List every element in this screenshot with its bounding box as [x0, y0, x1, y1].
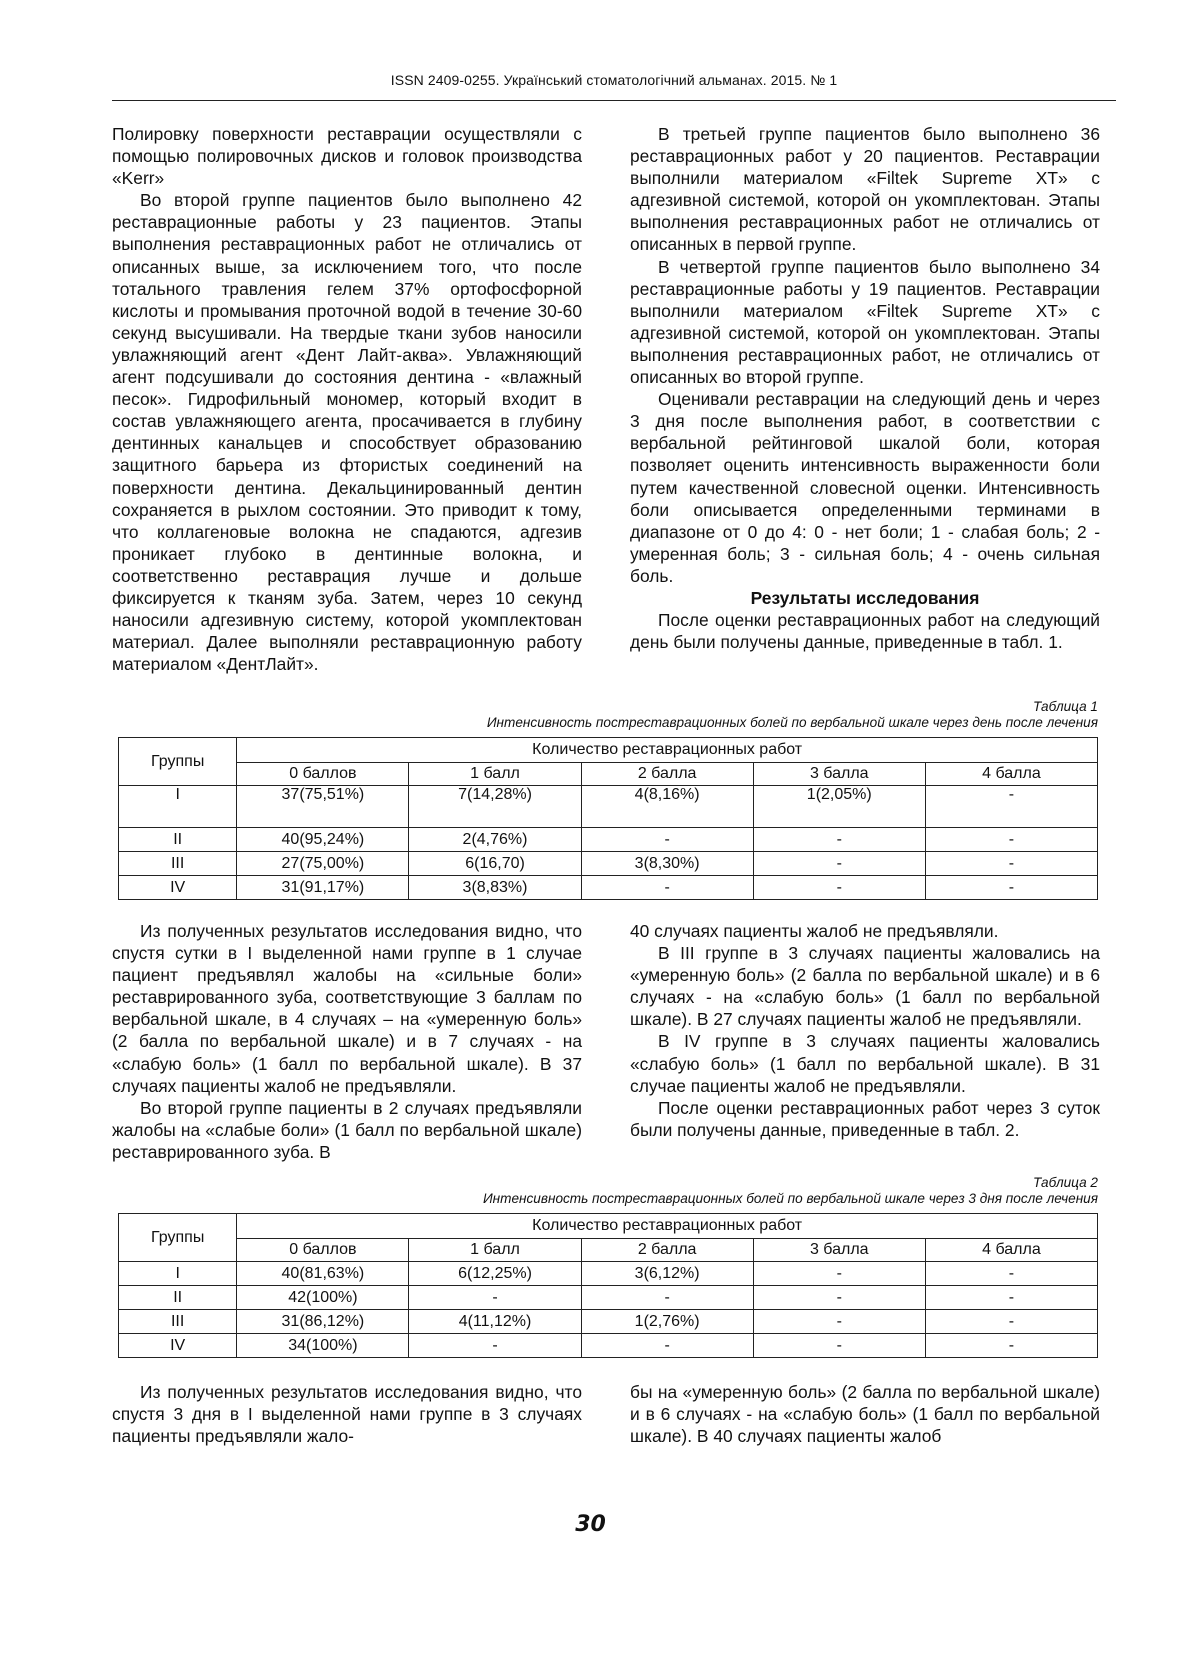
table-cell: - — [925, 828, 1097, 852]
score-column-header: 1 балл — [409, 763, 581, 786]
paragraph: бы на «умеренную боль» (2 балла по вербальной шкале) и в 6 случаях - на «слабую боль» (1 балл по вербальной шкале). В 40 случаях пациенты жалоб — [630, 1382, 1100, 1447]
table-row — [119, 852, 1098, 876]
table-cell: 31(91,17%) — [237, 876, 409, 900]
column-left-bottom — [112, 1381, 582, 1447]
table-header-row — [119, 763, 1098, 786]
table-cell: - — [925, 1334, 1097, 1358]
table-cell: 7(14,28%) — [409, 786, 581, 828]
group-cell: IV — [119, 1334, 237, 1358]
table-cell: - — [581, 1334, 753, 1358]
table-cell: - — [753, 852, 925, 876]
table-cell: 1(2,76%) — [581, 1310, 753, 1334]
column-right-middle — [630, 920, 1100, 1141]
section-heading: Результаты исследования — [750, 587, 980, 608]
score-column-header: 3 балла — [753, 1239, 925, 1262]
group-cell: II — [119, 1286, 237, 1310]
table-row — [119, 1286, 1098, 1310]
score-column-header: 4 балла — [925, 763, 1097, 786]
score-column-header: 2 балла — [581, 763, 753, 786]
table-cell: 3(8,83%) — [409, 876, 581, 900]
table-cell: - — [925, 1286, 1097, 1310]
table-cell: 27(75,00%) — [237, 852, 409, 876]
table-cell: 42(100%) — [237, 1286, 409, 1310]
score-column-header: 3 балла — [753, 763, 925, 786]
paragraph: В III группе в 3 случаях пациенты жаловались на «умеренную боль» (2 балла по вербальной шкале) и в 6 случаях - на «слабую боль» (1 балл по вербальной шкале). В 27 случаях пациенты жалоб не предъявляли. — [630, 943, 1100, 1030]
table-cell: 34(100%) — [237, 1334, 409, 1358]
paragraph: 40 случаях пациенты жалоб не предъявляли. — [630, 921, 999, 941]
table-row — [119, 1334, 1098, 1358]
table-cell: 1(2,05%) — [753, 786, 925, 828]
table-cell: - — [925, 1310, 1097, 1334]
table-cell: 3(8,30%) — [581, 852, 753, 876]
table-row — [119, 1310, 1098, 1334]
paragraph: Оценивали реставрации на следующий день и через 3 дня после выполнения работ, в соответствии с вербальной рейтинговой шкалой боли, которая позволяет оценить интенсивность выраженности боли путем качественной словесной оценки. Интенсивность боли описывается определенными терминами в диапазоне от 0 до 4: 0 - нет боли; 1 - слабая боль; 2 - умеренная боль; 3 - сильная боль; 4 - очень сильная боль. — [630, 389, 1100, 586]
paragraph: После оценки реставрационных работ на следующий день были получены данные, приведенные в табл. 1. — [630, 610, 1100, 653]
paragraph: Во второй группе пациентов было выполнено 42 реставрационные работы у 23 пациентов. Этапы выполнения реставрационных работ не отличались от описанных выше, за исключением того, что после тотального травления гелем 37% ортофосфорной кислоты и промывания проточной водой в течение 30-60 секунд высушивали. На твердые ткани зубов наносили увлажняющий агент «Дент Лайт-аква». Увлажняющий агент подсушивали до состояния дентина - «влажный песок». Гидрофильный мономер, который входит в состав увлажняющего агента, просачивается в глубину дентинных канальцев и способствует образованию защитного барьера из фтористых соединений на поверхности дентина. Декальцинированный дентин сохраняется в рыхлом состоянии. Это приводит к тому, что коллагеновые волокна не спадаются, адгезив проникает глубоко в дентинные волокна, и соответственно реставрация лучше и дольше фиксируется к тканям зуба. Затем, через 10 секунд наносили адгезивную систему, которой укомплектован материал. Далее выполняли реставрационную работу материалом «ДентЛайт». — [112, 190, 582, 675]
paragraph: Полировку поверхности реставрации осуществляли с помощью полировочных дисков и головок производства «Kerr» — [112, 124, 582, 189]
table-cell: 37(75,51%) — [237, 786, 409, 828]
table-header-row — [119, 1214, 1098, 1239]
table-header-row — [119, 1239, 1098, 1262]
table-cell: 40(95,24%) — [237, 828, 409, 852]
table1-label: Таблица 1 — [1033, 699, 1098, 714]
paragraph: Во второй группе пациенты в 2 случаях предъявляли жалобы на «слабые боли» (1 балл по вербальной шкале) реставрированного зуба. В — [112, 1097, 582, 1162]
count-column-header: Количество реставрационных работ — [237, 1214, 1098, 1239]
table-cell: - — [581, 876, 753, 900]
table-cell: 4(11,12%) — [409, 1310, 581, 1334]
group-cell: II — [119, 828, 237, 852]
group-cell: III — [119, 1310, 237, 1334]
table-row — [119, 1262, 1098, 1286]
table-cell: - — [753, 1286, 925, 1310]
table2-caption: Интенсивность постреставрационных болей по вербальной шкале через 3 дня после лечения — [482, 1191, 1098, 1206]
column-right-bottom — [630, 1381, 1100, 1447]
score-column-header: 4 балла — [925, 1239, 1097, 1262]
group-cell: I — [119, 786, 237, 828]
paragraph: В четвертой группе пациентов было выполнено 34 реставрационные работы у 19 пациентов. Реставрации выполнили материалом «Filtek Supreme XT» с адгезивной системой, которой он укомплектован. Этапы выполнения реставрационных работ, не отличались от описанных во второй группе. — [630, 256, 1100, 388]
paragraph: Из полученных результатов исследования видно, что спустя сутки в I выделенной нами группе в 1 случае пациент предъявлял жалобы на «сильные боли» реставрированного зуба, соответствующие 3 баллам по вербальной шкале, в 4 случаях – на «умеренную боль» (2 балла по вербальной шкале) и в 7 случаях - на «слабую боль» (1 балл по вербальной шкале). В 37 случаях пациенты жалоб не предъявляли. — [112, 921, 582, 1096]
column-right-top — [630, 123, 1100, 653]
table-cell: - — [925, 786, 1097, 828]
table-cell: 6(12,25%) — [409, 1262, 581, 1286]
table1-caption: Интенсивность постреставрационных болей по вербальной шкале через день после лечения — [486, 715, 1098, 730]
table2-label: Таблица 2 — [1033, 1175, 1098, 1190]
table-cell: - — [409, 1334, 581, 1358]
header-divider — [112, 100, 1116, 101]
table-cell: - — [753, 1310, 925, 1334]
paragraph: В IV группе в 3 случаях пациенты жаловались «слабую боль» (1 балл по вербальной шкале). В 31 случае пациенты жалоб не предъявляли. — [630, 1031, 1100, 1096]
table-cell: 6(16,70) — [409, 852, 581, 876]
score-column-header: 0 баллов — [237, 1239, 409, 1262]
table-cell: 3(6,12%) — [581, 1262, 753, 1286]
table-cell: - — [753, 828, 925, 852]
table-cell: 4(8,16%) — [581, 786, 753, 828]
column-left-top — [112, 123, 582, 675]
group-cell: III — [119, 852, 237, 876]
table-row — [119, 828, 1098, 852]
table-cell: 40(81,63%) — [237, 1262, 409, 1286]
table-cell: - — [925, 876, 1097, 900]
table-cell: - — [581, 828, 753, 852]
table-cell: - — [925, 1262, 1097, 1286]
table-cell: - — [753, 1262, 925, 1286]
group-cell: IV — [119, 876, 237, 900]
table-cell: - — [753, 1334, 925, 1358]
table-row — [119, 786, 1098, 828]
group-column-header: Группы — [119, 738, 237, 786]
group-cell: I — [119, 1262, 237, 1286]
table-cell: - — [925, 852, 1097, 876]
table-row — [119, 876, 1098, 900]
table-header-row — [119, 738, 1098, 763]
table1 — [118, 737, 1098, 900]
table-cell: - — [581, 1286, 753, 1310]
table-cell: - — [753, 876, 925, 900]
score-column-header: 2 балла — [581, 1239, 753, 1262]
table2 — [118, 1213, 1098, 1358]
score-column-header: 0 баллов — [237, 763, 409, 786]
score-column-header: 1 балл — [409, 1239, 581, 1262]
paragraph: Из полученных результатов исследования видно, что спустя 3 дня в I выделенной нами группе в 3 случаях пациенты предъявляли жало- — [112, 1382, 582, 1447]
page-number: 30 — [575, 1512, 606, 1537]
paragraph: В третьей группе пациентов было выполнено 36 реставрационных работ у 20 пациентов. Реставрации выполнили материалом «Filtek Supreme XT» с адгезивной системой, которой он укомплектован. Этапы выполнения реставрационных работ не отличались от описанных в первой группе. — [630, 124, 1100, 255]
column-left-middle — [112, 920, 582, 1163]
group-column-header: Группы — [119, 1214, 237, 1262]
count-column-header: Количество реставрационных работ — [237, 738, 1098, 763]
table-cell: 2(4,76%) — [409, 828, 581, 852]
paragraph: После оценки реставрационных работ через 3 суток были получены данные, приведенные в табл. 2. — [630, 1097, 1100, 1140]
journal-header: ISSN 2409-0255. Український стоматологічний альманах. 2015. № 1 — [390, 72, 838, 88]
table-cell: 31(86,12%) — [237, 1310, 409, 1334]
table-cell: - — [409, 1286, 581, 1310]
